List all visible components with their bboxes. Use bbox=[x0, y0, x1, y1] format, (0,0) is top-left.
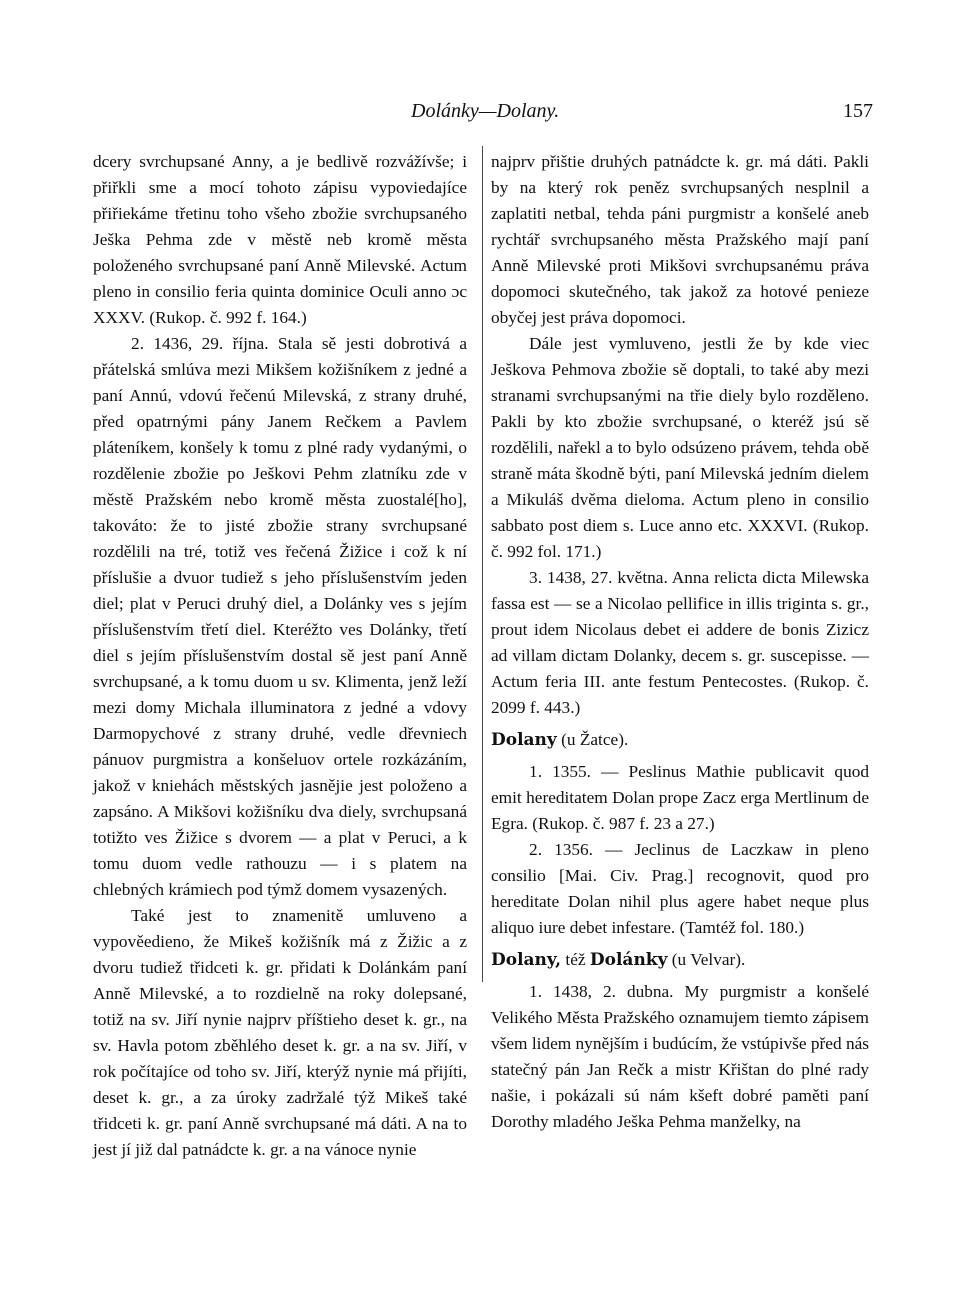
right-paragraph-1: najprv přištie druhých patnádcte k. gr. má dáti. Pakli by na který rok peněz svrchupsaných nesplnil a zaplatiti netbal, tehda páni purgmistr a konšelé aneb rychtář svrchupsaného města Pražského mají paní Anně Milevské proti Mikšovi svrchupsanému práva dopomoci skutečného, tak jakož za hotové penieze obyčej jest práva dopomoci. bbox=[491, 152, 869, 327]
left-column bbox=[93, 149, 467, 1163]
column-divider bbox=[482, 146, 483, 982]
right-paragraph-6: 1. 1438, 2. dubna. My purgmistr a konšelé Velikého Města Pražského oznamujem tiemto zápisem všem lidem nynějším i budúcím, že vstúpivše před nás statečný pán Jan Rečk a mistr Křištan do plné rady našie, i pokázali sú nám kšeft dobré paměti paní Dorothy mladého Ješka Pehma manželky, na bbox=[491, 982, 869, 1131]
right-paragraph-2: Dále jest vymluveno, jestli že by kde viec Ješkova Pehmova zbožie sě doptali, to také aby mezi stranami svrchupsanými na třie diely bylo rozděleno. Pakli by kto zbožie svrchupsané, o kteréž jsú sě rozdělili, nařekl a to bylo odsúzeno právem, tehda obě straně máta škodně býti, paní Milevská jedním dielem a Mikuláš dvěma dieloma. Actum pleno in consilio sabbato post diem s. Luce anno etc. XXXVI. (Rukop. č. 992 fol. 171.) bbox=[491, 334, 869, 561]
entry-heading-dolany-zatec bbox=[491, 727, 869, 753]
heading-place-name: Dolany, bbox=[491, 950, 562, 970]
running-title: Dolánky—Dolany. bbox=[411, 100, 560, 122]
heading-place-name-alt: Dolánky bbox=[589, 950, 668, 970]
page-header bbox=[93, 100, 873, 130]
heading-place-name: Dolany bbox=[491, 730, 557, 750]
heading-location: (u Žatce). bbox=[556, 730, 629, 749]
left-paragraph-3: Také jest to znamenitě umluveno a vypověedieno, že Mikeš kožišník má z Žižic a z dvoru tudiež třidceti k. gr. přidati k Dolánkám paní Anně Milevské, a to rozdielně na roky dolepsané, totiž na sv. Jiří nynie najprv příštieho deset k. gr., na sv. Havla potom zběhlého deset k. gr. a na sv. Jiří, v rok počítajíce od toho sv. Jiří, kterýž nynie má přijíti, deset k. gr., a za úroky zadržalé týž Mikeš také třidceti k. gr. paní Anně svrchupsané má dáti. A na to jest jí již dal patnádcte k. gr. a na vánoce nynie bbox=[93, 906, 467, 1159]
left-paragraph-1: dcery svrchupsané Anny, a je bedlivě rozvážívše; i přiřkli sme a mocí tohoto zápisu vypoviedajíce přiřiekáme třetinu toho všeho zbožie svrchupsaného Ješka Pehma zde v městě neb kromě města položeného svrchupsané paní Anně Milevské. Actum pleno in consilio feria quinta dominice Oculi anno ɔc XXXV. (Rukop. č. 992 f. 164.) bbox=[93, 152, 467, 327]
right-paragraph-5: 2. 1356. — Jeclinus de Laczkaw in pleno consilio [Mai. Civ. Prag.] recognovit, quod pro hereditate Dolan nihil plus agere habet neque plus aliquo iure debet infestare. (Tamtéž fol. 180.) bbox=[491, 840, 869, 937]
entry-heading-dolany-velvar bbox=[491, 947, 869, 973]
right-paragraph-3: 3. 1438, 27. května. Anna relicta dicta Milewska fassa est — se a Nicolao pellifice in illis triginta s. gr., prout idem Nicolaus debet ei addere de bonis Zizicz ad villam dictam Dolanky, decem s. gr. suscepisse. — Actum feria III. ante festum Pentecostes. (Rukop. č. 2099 f. 443.) bbox=[491, 568, 869, 717]
right-column bbox=[491, 149, 869, 1135]
page-number: 157 bbox=[843, 100, 873, 122]
heading-location: (u Velvar). bbox=[667, 950, 746, 969]
heading-conjunction: též bbox=[561, 950, 590, 969]
left-paragraph-2: 2. 1436, 29. října. Stala sě jesti dobrotivá a přátelská smlúva mezi Mikšem kožišníkem z jedné a paní Annú, vdovú řečenú Milevská, z strany druhé, před opatrnými pány Janem Rečkem a Pavlem pláteníkem, konšely k tomu z plné rady vydanými, o rozdělenie zbožie po Ješkovi Pehm zlatníku zde v městě Pražském nebo kromě města zuostalé[ho], takováto: že to jisté zbožie strany svrchupsané rozdělili na tré, totiž ves řečená Žižice i což k ní příslušie a dvuor tudiež s jeho příslušenstvím jeden diel; plat v Peruci druhý diel, a Dolánky ves s jejím příslušenstvím třetí diel. Kteréžto ves Dolánky, třetí diel s jejím příslušenstvím dostal sě jest paní Anně svrchupsané, a k tomu duom u sv. Klimenta, jenž leží mezi domy Michala illuminatora z jedné a vdovy Darmopychové z strany druhé, vedle dřevniech pánuov purgmistra a konšeluov ortele rozkázáním, jakož v kniehách městských jasnějie jest položeno a zapsáno. A Mikšovi kožišníku dva diely, svrchupsaná totižto ves Žižice s dvorem — a plat v Peruci, a k tomu duom vedle rathouzu — i s platem na chlebných krámiech pod týmž domem vysazených. bbox=[93, 334, 467, 899]
right-paragraph-4: 1. 1355. — Peslinus Mathie publicavit quod emit hereditatem Dolan prope Zacz erga Mertlinum de Egra. (Rukop. č. 987 f. 23 a 27.) bbox=[491, 762, 869, 833]
